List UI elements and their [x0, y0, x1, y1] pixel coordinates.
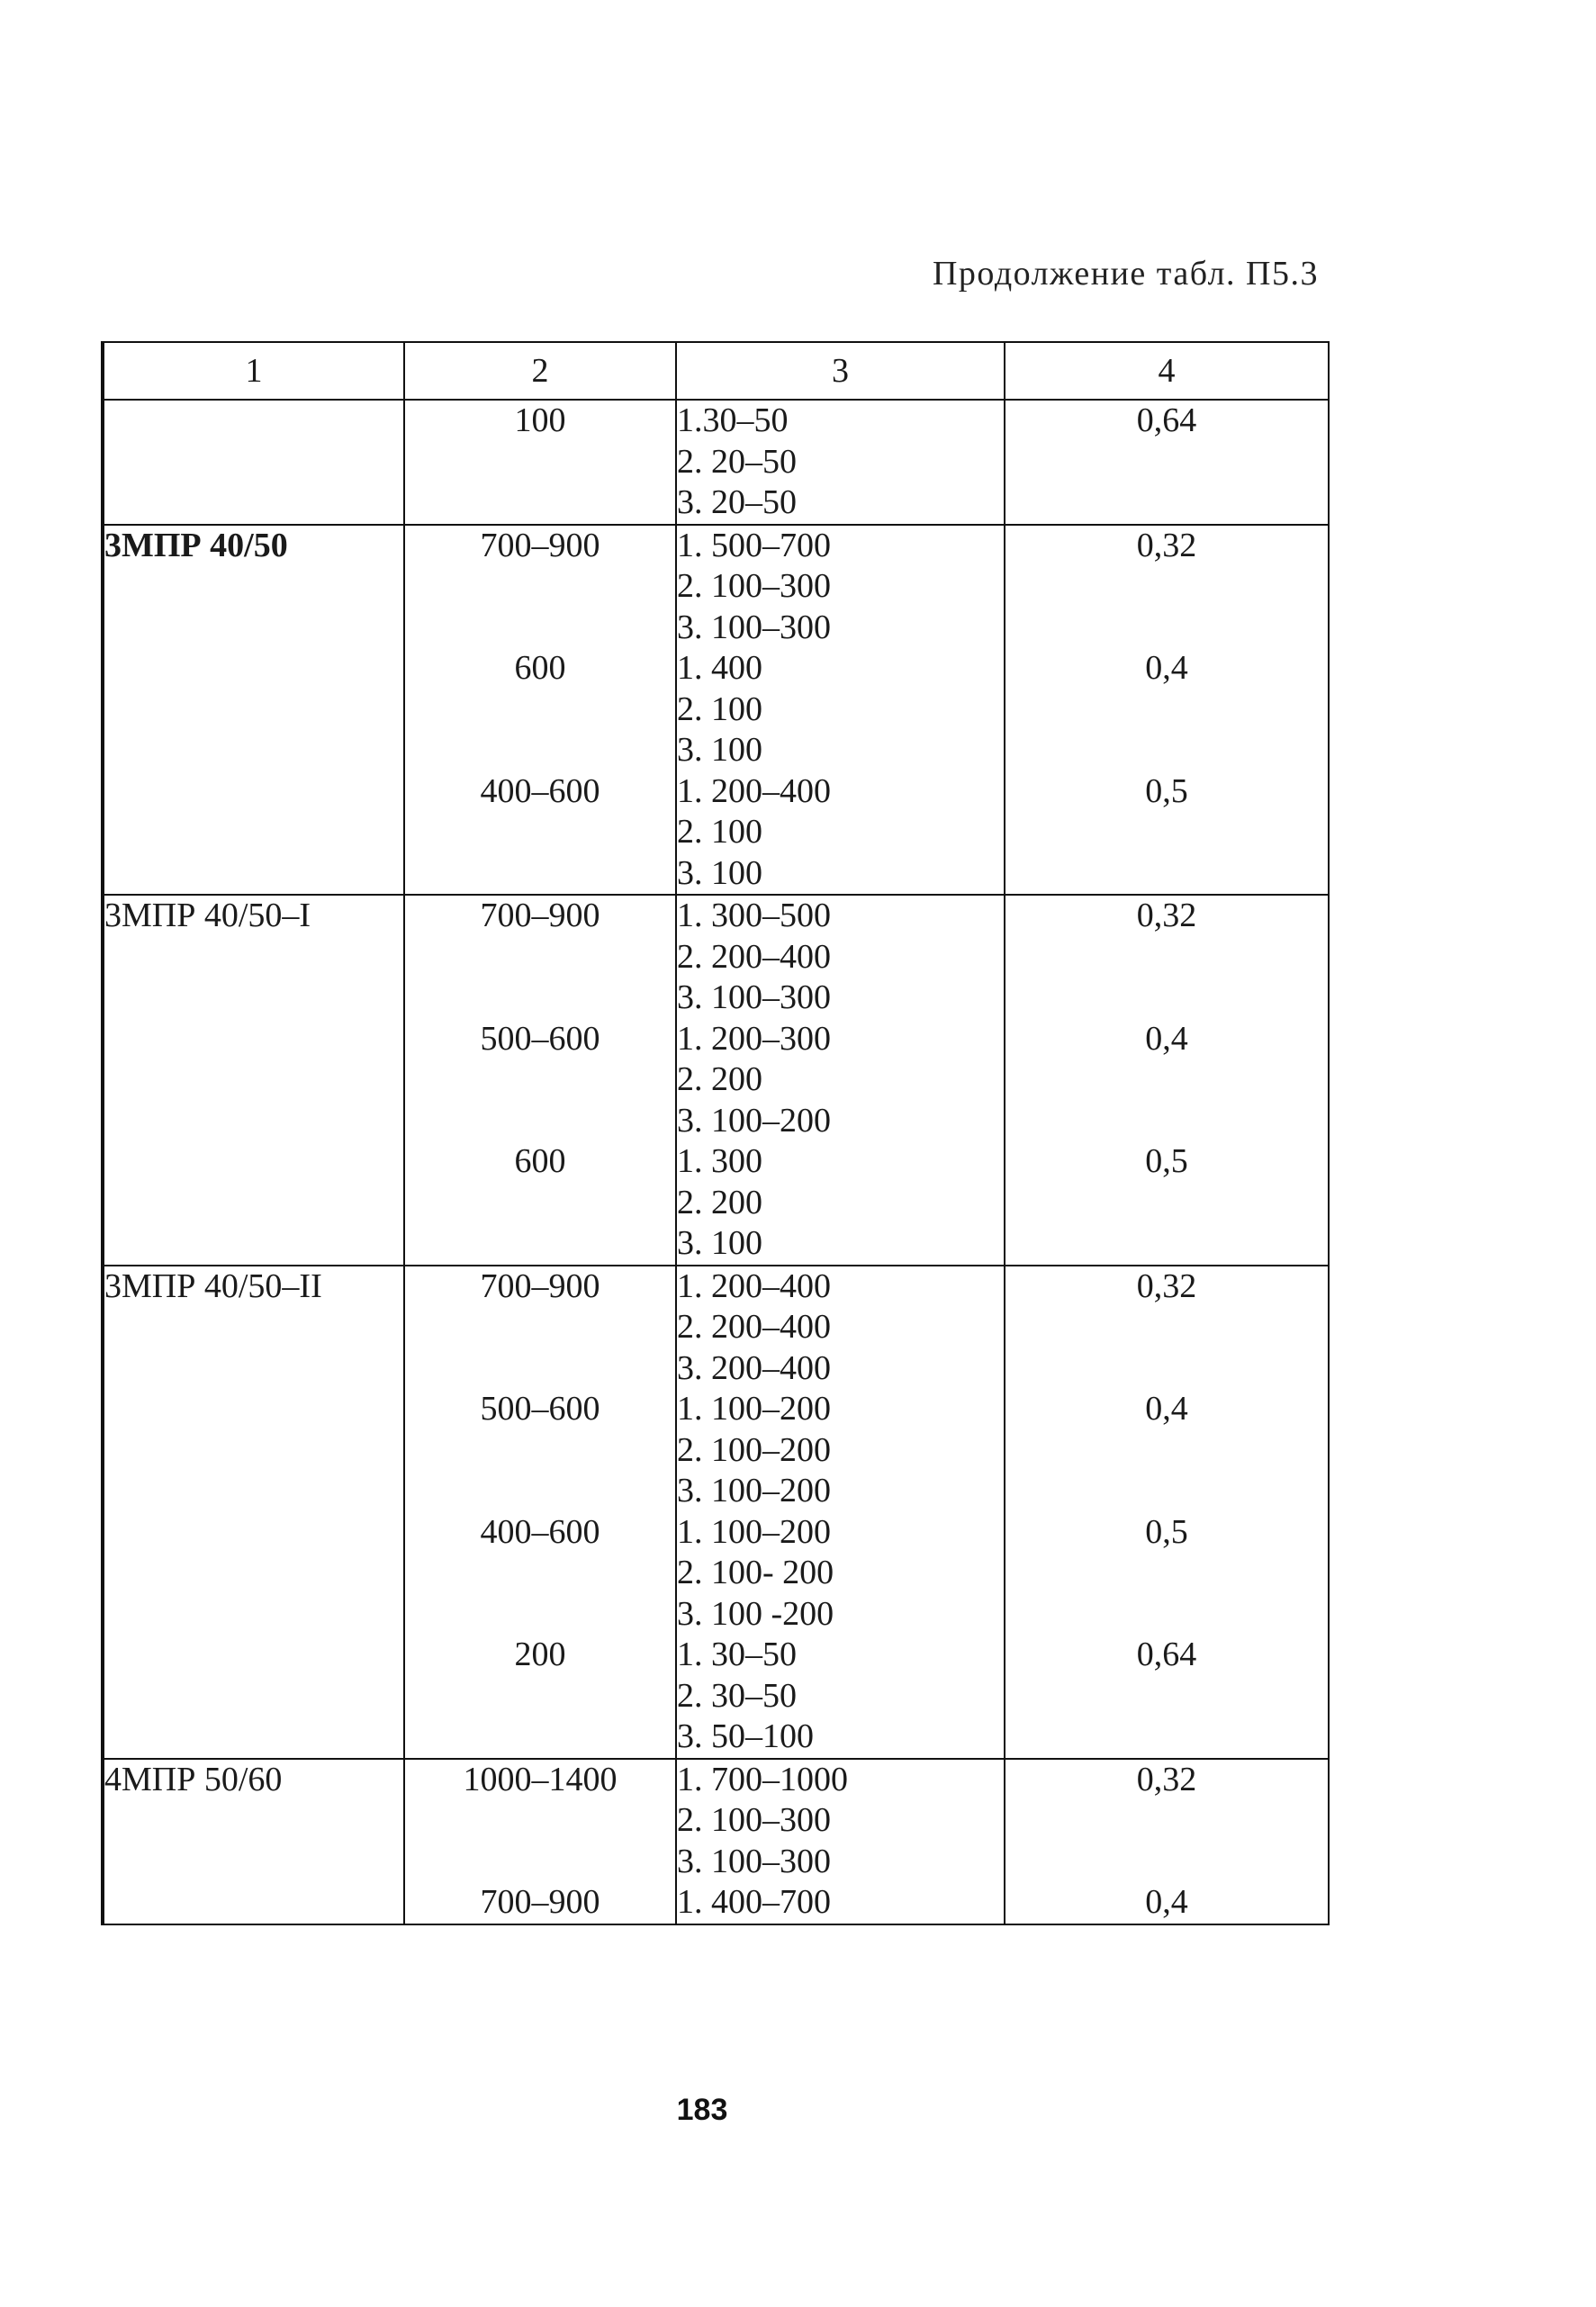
- layer-value: 2. 30–50: [677, 1676, 797, 1715]
- coefficient-value: [1005, 1348, 1328, 1390]
- layer-value: 1. 200–400: [677, 771, 831, 810]
- nozzle-value: 700–900: [480, 526, 600, 564]
- col3-cell: [676, 1759, 1005, 1924]
- coefficient-value: 0,32: [1136, 1760, 1197, 1798]
- col2-cell: [404, 895, 676, 1266]
- nozzle-value: [405, 1059, 675, 1101]
- layer-value: 3. 200–400: [677, 1348, 831, 1387]
- layer-value: 2. 100–300: [677, 1801, 831, 1839]
- layer-value: 2. 100: [677, 813, 762, 851]
- nozzle-value: [405, 1594, 675, 1636]
- coefficient-value: 0,32: [1136, 1266, 1197, 1305]
- layer-value: 1. 300–500: [677, 897, 831, 934]
- coefficient-value: [1005, 1430, 1328, 1472]
- model-label: 3МПР 40/50–II: [103, 1266, 404, 1759]
- layer-value: 3. 100 -200: [677, 1594, 834, 1633]
- coefficient-value: [1005, 1183, 1328, 1224]
- layer-value: 2. 100–200: [677, 1430, 831, 1469]
- table-row: [103, 400, 1329, 525]
- nozzle-value: 600: [514, 649, 566, 687]
- nozzle-value: 100: [514, 401, 566, 439]
- coefficient-value: 0,5: [1145, 1512, 1188, 1551]
- nozzle-value: 600: [514, 1142, 566, 1180]
- coefficient-value: 0,5: [1145, 1142, 1188, 1180]
- nozzle-value: [405, 1430, 675, 1472]
- nozzle-value: 700–900: [480, 1266, 600, 1305]
- col4-cell: [1005, 400, 1329, 525]
- nozzle-value: [405, 1223, 675, 1265]
- header-col-4: 4: [1005, 342, 1329, 400]
- coefficient-value: [1005, 566, 1328, 608]
- nozzle-value: [405, 442, 675, 483]
- nozzle-value: 400–600: [480, 771, 600, 810]
- header-col-3: 3: [676, 342, 1005, 400]
- nozzle-value: [405, 1348, 675, 1390]
- nozzle-value: [405, 1553, 675, 1594]
- layer-value: 1. 100–200: [677, 1390, 831, 1428]
- table-row: [103, 525, 1329, 896]
- nozzle-value: 400–600: [480, 1512, 600, 1551]
- coefficient-value: 0,4: [1145, 1019, 1188, 1058]
- coefficient-value: 0,4: [1145, 1390, 1188, 1428]
- layer-value: 1.30–50: [677, 401, 789, 439]
- coefficient-value: [1005, 978, 1328, 1019]
- coefficient-value: [1005, 689, 1328, 731]
- coefficient-value: [1005, 1553, 1328, 1594]
- nozzle-value: [405, 730, 675, 771]
- coefficient-value: [1005, 1307, 1328, 1348]
- layer-value: 3. 100–300: [677, 608, 831, 646]
- model-label: 3МПР 40/50: [103, 525, 404, 896]
- coefficient-value: [1005, 812, 1328, 853]
- layer-value: 3. 100: [677, 853, 762, 892]
- coefficient-value: 0,5: [1145, 771, 1188, 810]
- layer-value: 1. 300: [677, 1142, 762, 1180]
- col2-cell: [404, 525, 676, 896]
- layer-value: 1. 200–400: [677, 1266, 831, 1305]
- nozzle-value: [405, 978, 675, 1019]
- col3-cell: [676, 400, 1005, 525]
- layer-value: 2. 20–50: [677, 442, 797, 481]
- table-row: [103, 895, 1329, 1266]
- coefficient-value: 0,64: [1136, 401, 1197, 439]
- model-label: 3МПР 40/50–I: [103, 895, 404, 1266]
- nozzle-value: [405, 1183, 675, 1224]
- coefficient-value: [1005, 1842, 1328, 1883]
- layer-value: 3. 100–200: [677, 1101, 831, 1140]
- layer-value: 2. 200: [677, 1183, 762, 1221]
- col3-cell: [676, 895, 1005, 1266]
- col3-cell: [676, 525, 1005, 896]
- nozzle-value: 1000–1400: [463, 1760, 618, 1798]
- coefficient-value: [1005, 1594, 1328, 1636]
- nozzle-value: [405, 1717, 675, 1758]
- coefficient-value: 0,32: [1136, 526, 1197, 564]
- layer-value: 3. 100–200: [677, 1472, 831, 1509]
- coefficient-value: [1005, 1676, 1328, 1717]
- coefficient-value: [1005, 730, 1328, 771]
- table-row: [103, 1759, 1329, 1924]
- layer-value: 2. 200–400: [677, 937, 831, 976]
- nozzle-value: [405, 1471, 675, 1512]
- data-table: [101, 341, 1330, 1925]
- header-col-1: 1: [103, 342, 404, 400]
- coefficient-value: [1005, 442, 1328, 483]
- nozzle-value: 500–600: [480, 1019, 600, 1058]
- header-col-2: 2: [404, 342, 676, 400]
- coefficient-value: [1005, 853, 1328, 895]
- layer-value: 2. 100–300: [677, 567, 831, 605]
- layer-value: 3. 20–50: [677, 483, 797, 521]
- nozzle-value: [405, 812, 675, 853]
- coefficient-value: 0,64: [1136, 1636, 1197, 1673]
- coefficient-value: 0,4: [1145, 649, 1188, 687]
- page-number: 183: [676, 2093, 728, 2127]
- layer-value: 1. 100–200: [677, 1512, 831, 1551]
- col4-cell: [1005, 895, 1329, 1266]
- nozzle-value: 700–900: [480, 897, 600, 934]
- layer-value: 3. 50–100: [677, 1717, 814, 1755]
- col2-cell: [404, 400, 676, 525]
- layer-value: 2. 200–400: [677, 1308, 831, 1346]
- model-label: 4МПР 50/60: [103, 1759, 404, 1924]
- nozzle-value: [405, 482, 675, 524]
- coefficient-value: [1005, 1800, 1328, 1842]
- coefficient-value: [1005, 1223, 1328, 1265]
- nozzle-value: [405, 1800, 675, 1842]
- col4-cell: [1005, 1266, 1329, 1759]
- coefficient-value: [1005, 937, 1328, 978]
- coefficient-value: 0,4: [1145, 1883, 1188, 1921]
- coefficient-value: [1005, 1471, 1328, 1512]
- nozzle-value: [405, 566, 675, 608]
- coefficient-value: [1005, 1059, 1328, 1101]
- model-label: [103, 400, 404, 525]
- coefficient-value: [1005, 482, 1328, 524]
- table-caption: Продолжение табл. П5.3: [932, 255, 1319, 293]
- coefficient-value: [1005, 608, 1328, 649]
- col2-cell: [404, 1759, 676, 1924]
- nozzle-value: [405, 608, 675, 649]
- layer-value: 3. 100–300: [677, 1842, 831, 1880]
- nozzle-value: [405, 937, 675, 978]
- layer-value: 3. 100–300: [677, 978, 831, 1016]
- col3-cell: [676, 1266, 1005, 1759]
- coefficient-value: [1005, 1101, 1328, 1142]
- nozzle-value: [405, 1842, 675, 1883]
- layer-value: 1. 400: [677, 649, 762, 687]
- col4-cell: [1005, 1759, 1329, 1924]
- layer-value: 1. 400–700: [677, 1883, 831, 1921]
- table-row: [103, 1266, 1329, 1759]
- coefficient-value: [1005, 1717, 1328, 1758]
- layer-value: 1. 200–300: [677, 1019, 831, 1058]
- coefficient-value: 0,32: [1136, 897, 1197, 934]
- nozzle-value: [405, 853, 675, 895]
- layer-value: 1. 500–700: [677, 526, 831, 564]
- layer-value: 1. 30–50: [677, 1636, 797, 1673]
- nozzle-value: 500–600: [480, 1390, 600, 1428]
- nozzle-value: [405, 689, 675, 731]
- nozzle-value: [405, 1676, 675, 1717]
- header-row: [103, 342, 1329, 400]
- layer-value: 2. 100- 200: [677, 1554, 834, 1591]
- col4-cell: [1005, 525, 1329, 896]
- layer-value: 2. 200: [677, 1060, 762, 1098]
- nozzle-value: [405, 1101, 675, 1142]
- nozzle-value: [405, 1307, 675, 1348]
- layer-value: 1. 700–1000: [677, 1760, 848, 1798]
- layer-value: 3. 100: [677, 1224, 762, 1262]
- layer-value: 3. 100: [677, 731, 762, 769]
- nozzle-value: 700–900: [480, 1883, 600, 1921]
- layer-value: 2. 100: [677, 689, 762, 728]
- nozzle-value: 200: [514, 1636, 566, 1673]
- table-body: [103, 400, 1329, 1924]
- col2-cell: [404, 1266, 676, 1759]
